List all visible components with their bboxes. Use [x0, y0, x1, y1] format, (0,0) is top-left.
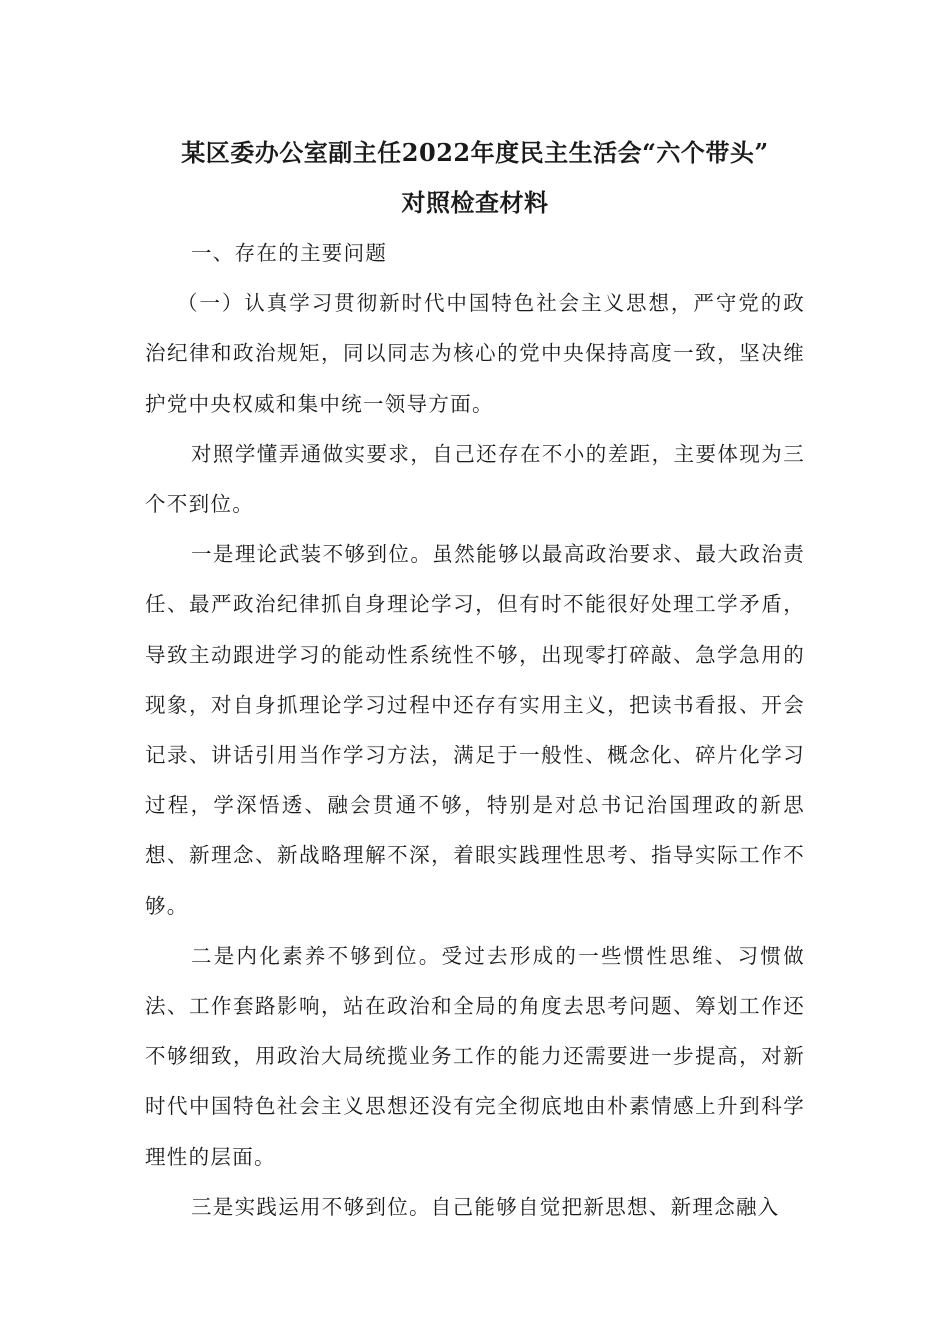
document-body [145, 128, 805, 1232]
body-paragraph: 二是内化素养不够到位。受过去形成的一些惯性思维、习惯做法、工作套路影响，站在政治和全局的角度去思考问题、筹划工作还不够细致，用政治大局统揽业务工作的能力还需要进一步提高，对新时代中国特色社会主义思想还没有完全彻底地由朴素情感上升到科学理性的层面。 [145, 943, 805, 1169]
subsection-heading: （一）认真学习贯彻新时代中国特色社会主义思想，严守党的政治纪律和政治规矩，同以同志为核心的党中央保持高度一致，坚决维护党中央权威和集中统一领导方面。 [145, 291, 805, 416]
body-paragraph: 一是理论武装不够到位。虽然能够以最高政治要求、最大政治责任、最严政治纪律抓自身理论学习，但有时不能很好处理工学矛盾，导致主动跟进学习的能动性系统性不够，出现零打碎敲、急学急用的现象，对自身抓理论学习过程中还存有实用主义，把读书看报、开会记录、讲话引用当作学习方法，满足于一般性、概念化、碎片化学习过程，学深悟透、融会贯通不够，特别是对总书记治国理政的新思想、新理念、新战略理解不深，着眼实践理性思考、指导实际工作不够。 [145, 542, 805, 918]
document-title-line-1: 某区委办公室副主任2022年度民主生活会“六个带头” [181, 138, 769, 167]
section-heading: 一、存在的主要问题 [191, 241, 388, 265]
body-paragraph: 对照学懂弄通做实要求，自己还存在不小的差距，主要体现为三个不到位。 [145, 441, 805, 517]
body-paragraph: 三是实践运用不够到位。自己能够自觉把新思想、新理念融入 [191, 1194, 780, 1219]
document-title-line-2: 对照检查材料 [401, 188, 549, 217]
